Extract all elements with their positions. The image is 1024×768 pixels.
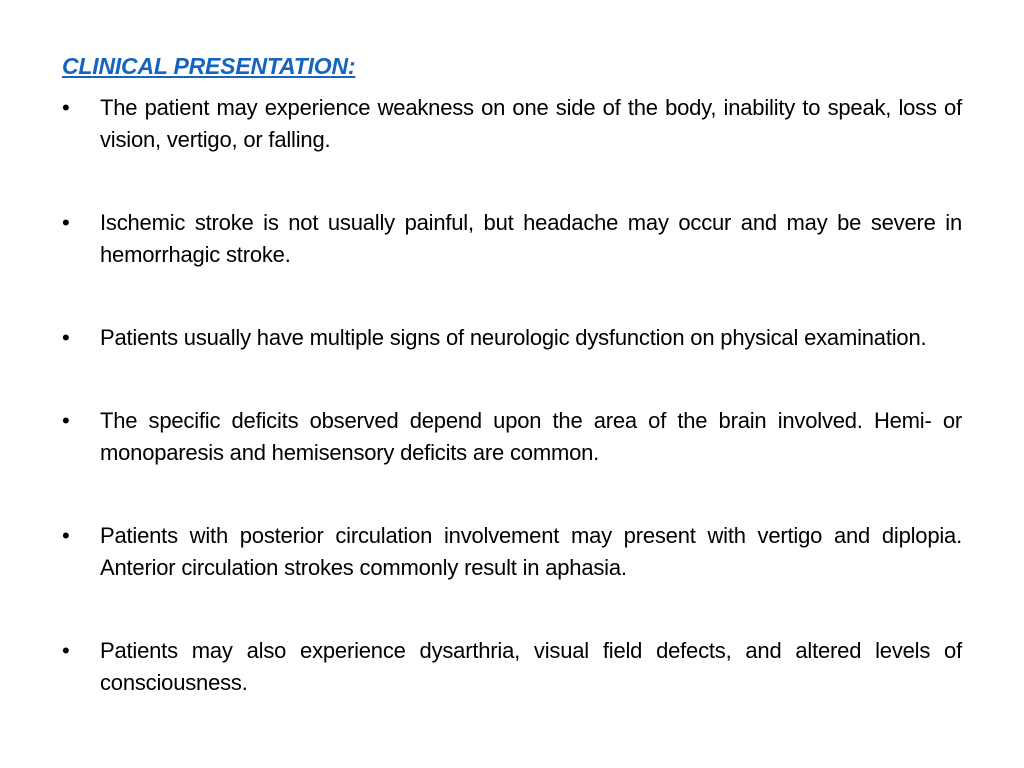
bullet-list — [62, 92, 962, 699]
bullet-item — [62, 520, 962, 584]
bullet-dot-icon: • — [62, 210, 70, 235]
slide-heading: CLINICAL PRESENTATION: — [62, 53, 356, 79]
bullet-item — [62, 92, 962, 156]
bullet-item — [62, 405, 962, 469]
bullet-text: Patients may also experience dysarthria, visual field defects, and altered levels of consciousness. — [100, 638, 962, 695]
bullet-item — [62, 322, 962, 354]
bullet-item — [62, 207, 962, 271]
bullet-dot-icon: • — [62, 523, 70, 548]
bullet-text: The specific deficits observed depend upon the area of the brain involved. Hemi- or monoparesis and hemisensory deficits are common. — [100, 408, 962, 465]
bullet-dot-icon: • — [62, 638, 70, 663]
bullet-text: Patients usually have multiple signs of neurologic dysfunction on physical examination. — [100, 325, 927, 350]
bullet-dot-icon: • — [62, 95, 70, 120]
bullet-item — [62, 635, 962, 699]
bullet-text: The patient may experience weakness on one side of the body, inability to speak, loss of vision, vertigo, or falling. — [100, 95, 962, 152]
bullet-text: Ischemic stroke is not usually painful, but headache may occur and may be severe in hemorrhagic stroke. — [100, 210, 962, 267]
bullet-dot-icon: • — [62, 325, 70, 350]
bullet-dot-icon: • — [62, 408, 70, 433]
bullet-text: Patients with posterior circulation involvement may present with vertigo and diplopia. Anterior circulation strokes commonly result in aphasia. — [100, 523, 962, 580]
